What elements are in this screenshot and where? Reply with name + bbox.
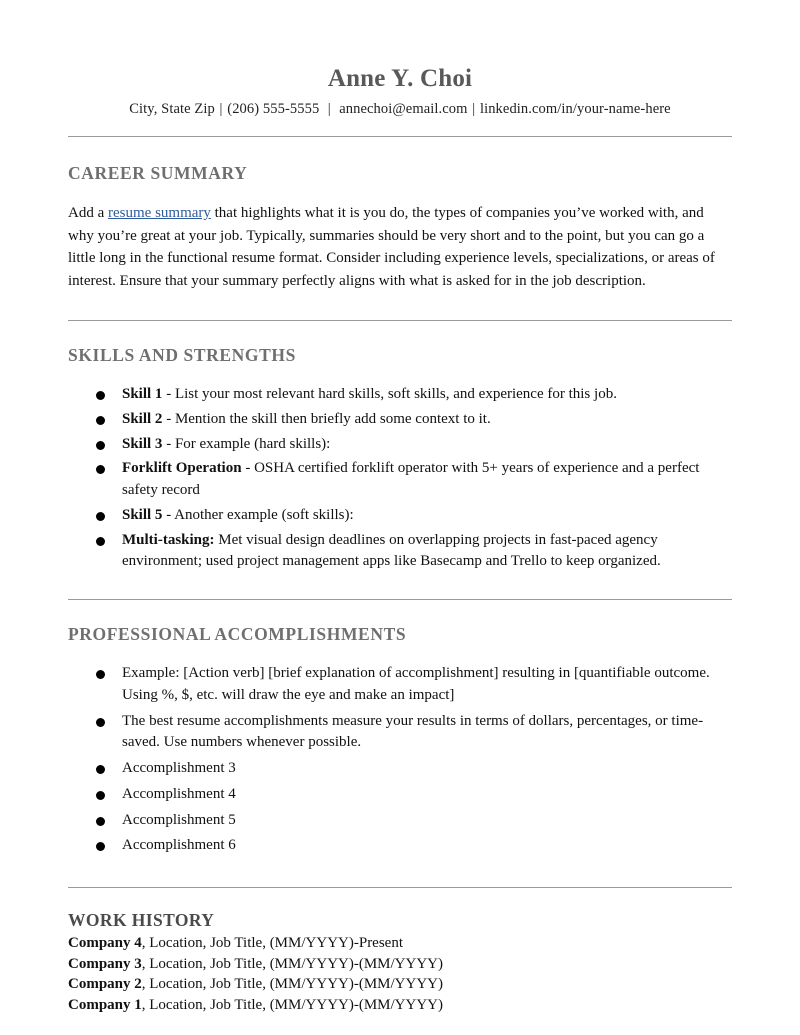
company-name: Company 3 [68, 955, 142, 972]
list-item: The best resume accomplishments measure your results in terms of dollars, percentages, or time-saved. Use numbers whenever possible. [96, 711, 732, 755]
skill-separator: - [162, 435, 175, 452]
skill-text: For example (hard skills): [174, 435, 331, 452]
list-item [96, 384, 732, 406]
skill-text: Met visual design deadlines on overlapping projects in fast-paced agency environment; used project management apps like Basecamp and Trello to keep organized. [122, 531, 661, 570]
contact-separator-3: | [468, 101, 479, 117]
skill-label: Skill 1 [122, 386, 163, 402]
divider-work-history [68, 887, 732, 888]
list-item [96, 505, 732, 527]
contact-location: City, State Zip [129, 101, 215, 117]
list-item [68, 954, 732, 975]
list-item [68, 974, 732, 995]
section-title-skills: SKILLS AND STRENGTHS [68, 345, 296, 365]
career-summary-text [68, 202, 732, 292]
list-item [68, 933, 732, 954]
resume-summary-link[interactable]: resume summary [108, 205, 211, 221]
company-name: Company 1 [68, 997, 142, 1014]
list-item: Accomplishment 6 [96, 835, 732, 857]
summary-text-before-link: Add a [68, 205, 108, 221]
company-details: , Location, Job Title, (MM/YYYY)-(MM/YYYY) [141, 976, 444, 993]
section-title-career-summary: CAREER SUMMARY [68, 163, 248, 183]
list-item: Example: [Action verb] [brief explanation of accomplishment] resulting in [quantifiable outcome. Using %, $, etc. will draw the eye and make an impact] [96, 663, 732, 707]
company-details: , Location, Job Title, (MM/YYYY)-(MM/YYYY) [141, 955, 444, 972]
summary-text-after-link: that highlights what it is you do, the types of companies you’ve worked with, and why you’re great at your job. Typically, summaries should be very short and to the point, but you can go a little long in the functional resume format. Consider including experience levels, specializations, or areas of interest. Ensure that your summary perfectly aligns with what is asked for in the job description. [68, 205, 715, 289]
work-history-list [68, 933, 732, 1016]
divider-header [68, 136, 732, 137]
skill-separator: - [162, 386, 175, 402]
contact-line [68, 101, 732, 118]
contact-email[interactable]: annechoi@email.com [339, 101, 468, 117]
company-details: , Location, Job Title, (MM/YYYY)-(MM/YYYY) [141, 997, 444, 1014]
list-item: Accomplishment 4 [96, 784, 732, 806]
skill-label: Multi-tasking: [122, 531, 215, 548]
contact-separator-2: | [320, 101, 339, 117]
list-item [96, 530, 732, 574]
list-item [68, 995, 732, 1016]
skill-label: Skill 5 [122, 506, 163, 523]
skill-label: Skill 2 [122, 410, 163, 427]
list-item: Accomplishment 5 [96, 810, 732, 832]
page-title: Anne Y. Choi [327, 65, 473, 92]
accomplishments-list [68, 663, 732, 857]
skill-separator: - [162, 506, 175, 523]
skill-text: List your most relevant hard skills, soft skills, and experience for this job. [174, 386, 617, 402]
skills-list [68, 384, 732, 573]
list-item [96, 458, 732, 502]
skill-label: Skill 3 [122, 435, 163, 452]
list-item: Accomplishment 3 [96, 758, 732, 780]
divider-skills [68, 320, 732, 321]
contact-phone: (206) 555-5555 [227, 101, 320, 117]
section-title-accomplishments: PROFESSIONAL ACCOMPLISHMENTS [68, 624, 407, 644]
company-details: , Location, Job Title, (MM/YYYY)-Present [141, 935, 404, 951]
section-title-work-history: WORK HISTORY [68, 910, 215, 930]
skill-text: Another example (soft skills): [174, 506, 354, 523]
skill-separator: - [241, 460, 255, 477]
company-name: Company 2 [68, 976, 142, 993]
company-name: Company 4 [68, 935, 142, 951]
skill-separator: - [162, 410, 175, 427]
skill-label: Forklift Operation [122, 460, 242, 477]
skill-text: Mention the skill then briefly add some context to it. [174, 410, 491, 427]
list-item [96, 434, 732, 456]
contact-separator-1: | [215, 101, 227, 117]
divider-accomplishments [68, 599, 732, 600]
contact-linkedin[interactable]: linkedin.com/in/your-name-here [479, 101, 671, 117]
skill-text: OSHA certified forklift operator with 5+ years of experience and a perfect safety record [122, 460, 700, 498]
list-item [96, 409, 732, 431]
